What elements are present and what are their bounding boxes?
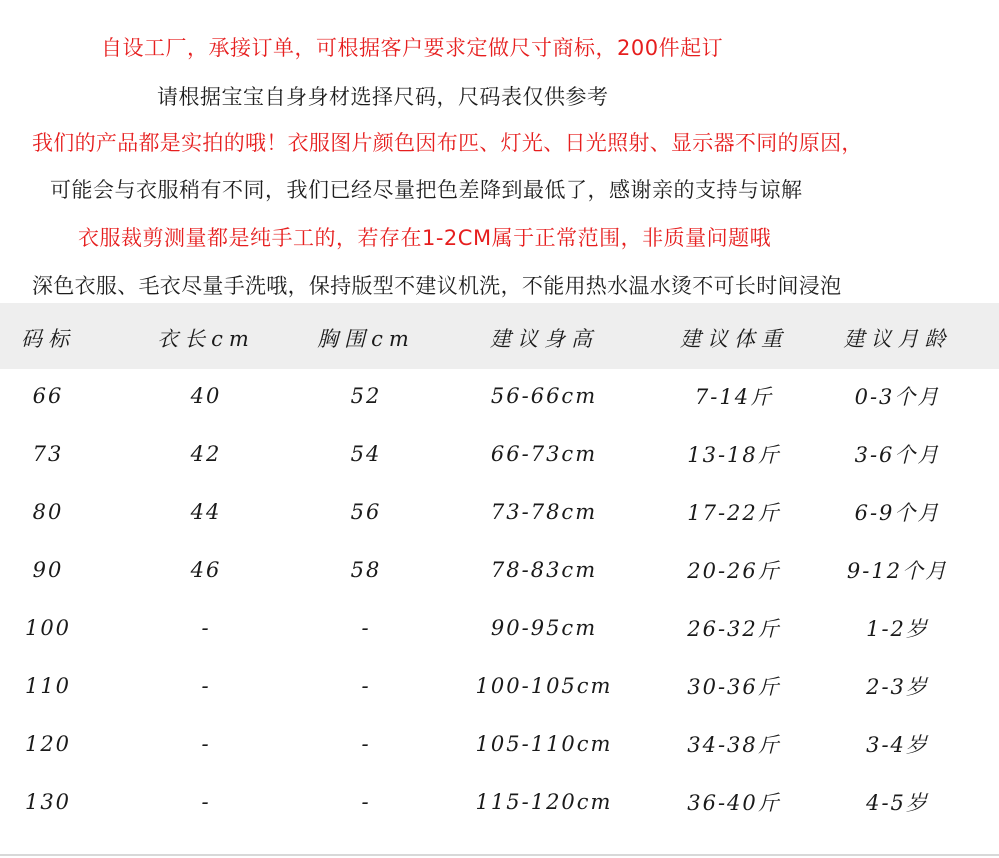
cell-length: 46 [190,558,222,582]
cell-weight: 30-36斤 [687,675,781,699]
cell-size: 120 [24,732,72,756]
cell-length: 42 [190,442,222,466]
table-row [0,541,999,599]
cell-height: 90-95cm [490,616,598,640]
cell-age: 9-12个月 [846,559,949,583]
table-row [0,599,999,657]
header-length: 衣长cm [157,327,255,351]
notice-block [0,0,999,300]
cell-length: 44 [190,500,222,524]
cell-weight: 36-40斤 [687,791,781,815]
header-weight: 建议体重 [680,327,788,351]
cell-size: 80 [32,500,64,524]
cell-length: - [201,674,211,698]
color-difference-notice: 我们的产品都是实拍的哦！衣服图片颜色因布匹、灯光、日光照射、显示器不同的原因， [32,131,863,155]
cell-height: 100-105cm [475,674,613,698]
cell-chest: 56 [350,500,382,524]
cell-length: 40 [190,384,222,408]
cell-chest: - [361,616,371,640]
cell-weight: 34-38斤 [687,733,781,757]
cell-chest: 54 [350,442,382,466]
cell-size: 130 [24,790,72,814]
cell-chest: 58 [350,558,382,582]
cell-age: 3-4岁 [866,733,929,757]
table-header-row [0,309,999,367]
cell-height: 78-83cm [490,558,598,582]
cell-weight: 13-18斤 [687,443,781,467]
cell-age: 0-3个月 [854,385,941,409]
cell-weight: 20-26斤 [687,559,781,583]
measurement-notice: 衣服裁剪测量都是纯手工的，若存在1-2CM属于正常范围，非质量问题哦 [78,226,772,250]
size-advice-notice: 请根据宝宝自身身材选择尺码，尺码表仅供参考 [157,85,609,109]
table-row [0,773,999,831]
cell-weight: 17-22斤 [687,501,781,525]
header-chest: 胸围cm [317,327,415,351]
cell-chest: - [361,732,371,756]
cell-height: 105-110cm [475,732,613,756]
cell-size: 90 [32,558,64,582]
cell-size: 110 [24,674,72,698]
cell-size: 100 [24,616,72,640]
cell-length: - [201,616,211,640]
table-row [0,715,999,773]
header-age: 建议月龄 [843,327,952,351]
cell-chest: 52 [350,384,382,408]
cell-chest: - [361,790,371,814]
cell-height: 115-120cm [475,790,613,814]
size-chart-table [0,309,999,831]
table-row [0,425,999,483]
cell-height: 73-78cm [490,500,598,524]
cell-size: 66 [32,384,64,408]
header-size-label: 码标 [21,327,75,351]
cell-age: 6-9个月 [854,501,941,525]
header-height: 建议身高 [490,327,598,351]
table-row [0,483,999,541]
custom-order-notice: 自设工厂，承接订单，可根据客户要求定做尺寸商标，200件起订 [101,36,724,60]
washing-notice: 深色衣服、毛衣尽量手洗哦，保持版型不建议机洗，不能用热水温水烫不可长时间浸泡 [32,274,842,298]
cell-length: - [201,732,211,756]
cell-age: 4-5岁 [866,791,929,815]
cell-size: 73 [32,442,64,466]
table-row [0,657,999,715]
color-difference-notice-cont: 可能会与衣服稍有不同，我们已经尽量把色差降到最低了，感谢亲的支持与谅解 [50,178,803,202]
cell-age: 1-2岁 [866,617,929,641]
cell-height: 66-73cm [490,442,598,466]
cell-height: 56-66cm [490,384,598,408]
cell-chest: - [361,674,371,698]
bottom-divider [0,854,999,856]
cell-weight: 26-32斤 [687,617,781,641]
cell-weight: 7-14斤 [694,385,774,409]
cell-age: 2-3岁 [866,675,929,699]
table-row [0,367,999,425]
cell-length: - [201,790,211,814]
cell-age: 3-6个月 [854,443,941,467]
